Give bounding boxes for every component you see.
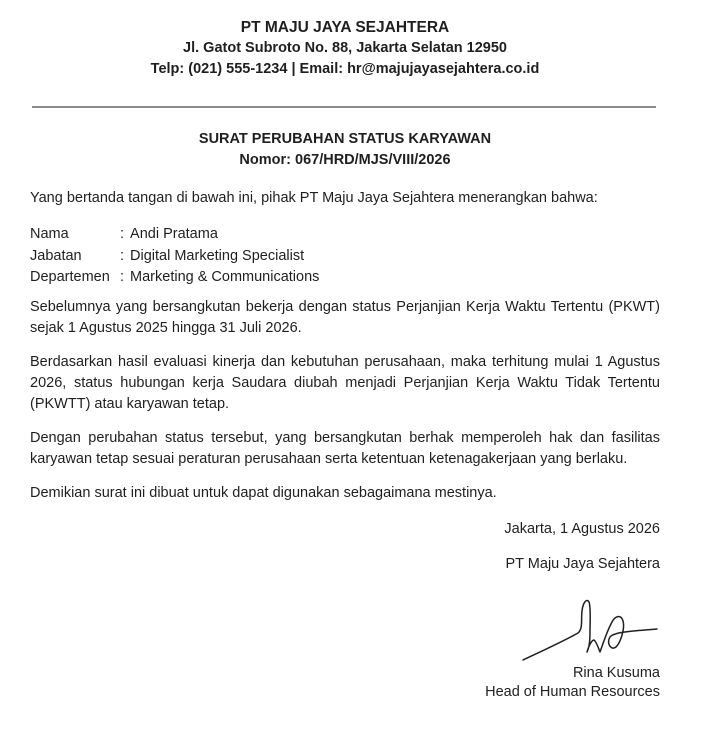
info-value-name: Andi Pratama [130, 226, 218, 242]
paragraph-rights: Dengan perubahan status tersebut, yang bersangkutan berhak memperoleh hak dan fasilitas karyawan tetap sesuai peraturan perusahaan serta ketentuan ketenagakerjaan yang berlaku. [30, 429, 660, 467]
letterhead-company-name: PT MAJU JAYA SEJAHTERA [240, 19, 450, 36]
letterhead [30, 17, 660, 80]
letterhead-contact: Telp: (021) 555-1234 | Email: hr@majujayasejahtera.co.id [150, 61, 540, 77]
employee-info-row-name [30, 224, 660, 246]
info-label-name: Nama [30, 226, 69, 242]
paragraph-closing-statement: Demikian surat ini dibuat untuk dapat digunakan sebagaimana mestinya. [30, 484, 497, 501]
paragraph-previous-status: Sebelumnya yang bersangkutan bekerja dengan status Perjanjian Kerja Waktu Tertentu (PKWT) sejak 1 Agustus 2025 hingga 31 Juli 2026. [30, 298, 660, 336]
info-label-position: Jabatan [30, 247, 82, 264]
letterhead-divider [32, 106, 656, 108]
letter-number: Nomor: 067/HRD/MJS/VIII/2026 [239, 152, 451, 168]
letter-title-block [30, 129, 660, 171]
info-separator: : [120, 269, 125, 285]
closing-place-date: Jakarta, 1 Agustus 2026 [504, 520, 660, 537]
info-separator: : [120, 226, 125, 242]
letterhead-address: Jl. Gatot Subroto No. 88, Jakarta Selatan 12950 [183, 40, 507, 56]
signature-area [30, 596, 660, 664]
info-separator: : [120, 247, 125, 264]
employee-info-row-department [30, 267, 660, 289]
employee-info-row-position [30, 246, 660, 268]
info-value-department: Marketing & Communications [130, 269, 320, 285]
signer-title: Head of Human Resources [485, 683, 660, 700]
paragraph-status-change: Berdasarkan hasil evaluasi kinerja dan kebutuhan perusahaan, maka terhitung mulai 1 Agustus 2026, status hubungan kerja Saudara diubah menjadi Perjanjian Kerja Waktu Tidak Tertentu (PKWTT) atau karyawan tetap. [30, 353, 660, 412]
employee-info-table [30, 224, 660, 289]
letter-subject: SURAT PERUBAHAN STATUS KARYAWAN [198, 131, 492, 147]
closing-company: PT Maju Jaya Sejahtera [505, 555, 660, 572]
opening-paragraph: Yang bertanda tangan di bawah ini, pihak PT Maju Jaya Sejahtera menerangkan bahwa: [30, 190, 598, 206]
signature-scribble [520, 596, 660, 664]
info-value-position: Digital Marketing Specialist [130, 247, 305, 264]
info-label-department: Departemen [30, 269, 110, 285]
closing-block [30, 519, 660, 702]
signer-name: Rina Kusuma [572, 664, 660, 681]
